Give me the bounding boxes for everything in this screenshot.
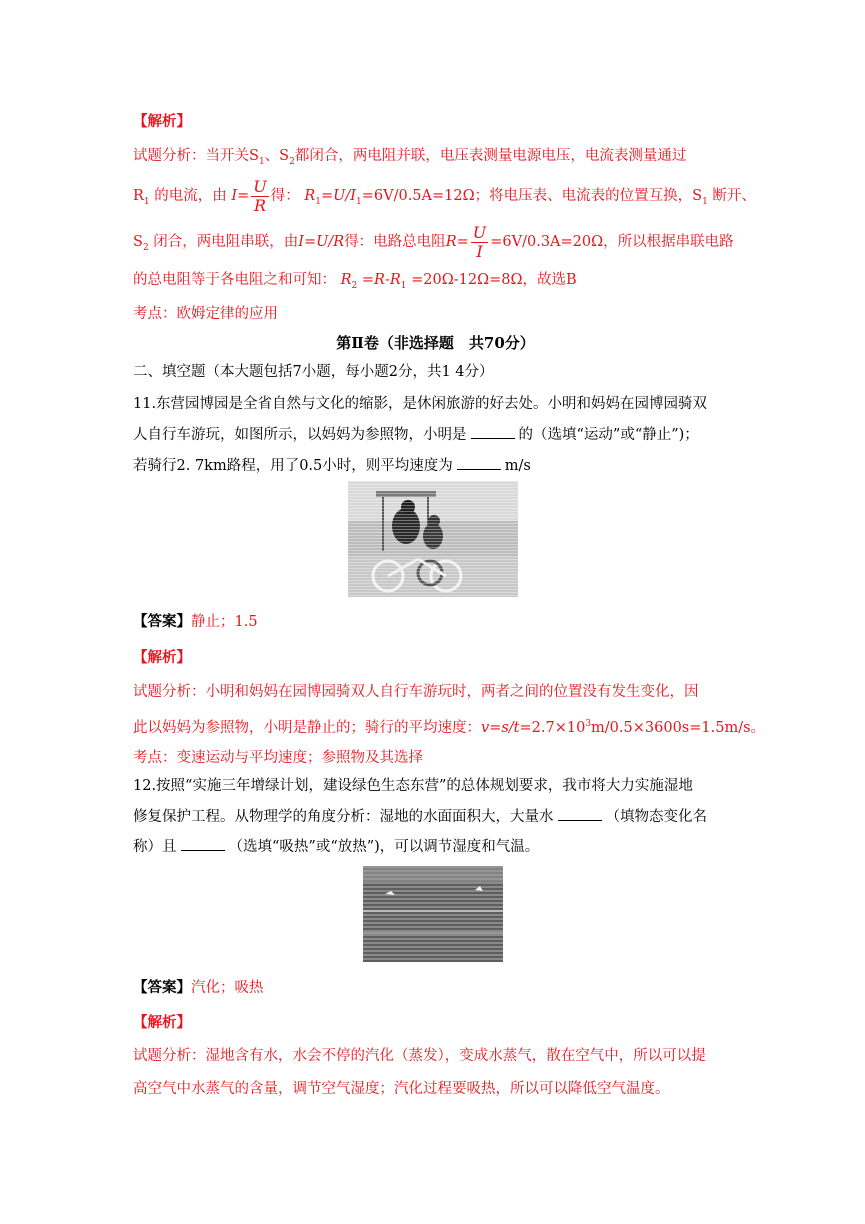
text: 的电流，由 — [154, 188, 227, 204]
answer-label: 【答案】 — [133, 613, 191, 630]
question-11-line — [133, 424, 699, 445]
text: S — [133, 234, 143, 250]
formula: I= — [231, 188, 250, 204]
section-heading: 二、填空题（本大题包括7小题，每小题2分，共1 4分） — [133, 364, 494, 380]
question-12-line — [133, 806, 707, 827]
subscript: 1 — [315, 196, 322, 207]
text: =6V/0.3A=20Ω，所以根据串联电路 — [490, 234, 734, 250]
text: 人自行车游玩，如图所示，以妈妈为参照物，小明是 — [133, 427, 467, 443]
subscript: 2 — [289, 156, 295, 167]
text: 若骑行2. 7km路程，用了0.5小时，则平均速度为 — [133, 458, 453, 474]
question-12-line — [133, 836, 539, 857]
analysis-line — [133, 176, 756, 222]
subscript: 1 — [356, 196, 362, 207]
text: 闭合，两电阻串联，由 — [153, 234, 299, 250]
denominator: I — [476, 241, 483, 261]
formula: R= — [445, 234, 469, 250]
text: 称）且 — [133, 839, 177, 855]
analysis-line — [133, 222, 734, 268]
formula: =R-R — [361, 272, 401, 288]
text: 此以妈妈为参照物，小明是静止的；骑行的平均速度： — [133, 719, 481, 736]
answer-blank — [457, 455, 501, 470]
subscript: 2 — [142, 242, 149, 253]
text: =20Ω-12Ω=8Ω，故选B — [411, 272, 577, 288]
question-12-line: 12.按照“实施三年增绿计划，建设绿色生态东营”的总体规划要求，我市将大力实施湿地 — [133, 778, 693, 794]
text: 的（选填“运动”或“静止”)； — [518, 427, 699, 443]
tandem-bicycle-photo — [348, 481, 518, 597]
formula: R — [304, 188, 316, 204]
denominator: R — [253, 195, 267, 215]
text: 修复保护工程。从物理学的角度分析：湿地的水面面积大，大量水 — [133, 809, 554, 825]
subscript: 1 — [702, 196, 708, 207]
analysis-line — [133, 270, 577, 296]
formula: =U/I — [321, 188, 356, 204]
question-11-line: 11.东营园博园是全省自然与文化的缩影，是休闲旅游的好去处。小明和妈妈在园博园骑双 — [133, 396, 708, 412]
numerator: U — [253, 176, 267, 196]
answer-blank — [471, 424, 515, 439]
fraction — [251, 178, 268, 215]
text: 得：电路总电阻 — [344, 234, 446, 250]
text: m/0.5×3600s=1.5m/s。 — [591, 719, 766, 736]
text: =6V/0.5A=12Ω；将电压表、电流表的位置互换，S — [361, 188, 703, 204]
subscript: 2 — [351, 280, 358, 291]
text: 都闭合，两电阻并联，电压表测量电源电压，电流表测量通过 — [294, 148, 687, 164]
formula: I=U/R — [298, 234, 345, 250]
bicycle-illustration — [348, 481, 518, 597]
analysis-heading: 【解析】 — [133, 1014, 191, 1031]
analysis-line: 试题分析：湿地含有水，水会不停的汽化（蒸发），变成水蒸气，散在空气中，所以可以提 — [133, 1048, 706, 1064]
analysis-line — [133, 146, 686, 172]
answer-text: 汽化；吸热 — [191, 980, 264, 996]
answer-blank — [181, 836, 225, 851]
analysis-line — [133, 714, 765, 738]
text: 、S — [264, 148, 290, 164]
analysis-heading: 【解析】 — [133, 113, 191, 130]
question-11-line — [133, 455, 531, 476]
text: 得： — [270, 188, 300, 204]
answer-line — [133, 978, 264, 998]
analysis-line: 高空气中水蒸气的含量，调节空气湿度；汽化过程要吸热，所以可以降低空气温度。 — [133, 1081, 670, 1097]
answer-label: 【答案】 — [133, 979, 191, 996]
answer-text: 静止；1.5 — [191, 614, 258, 630]
text: 的总电阻等于各电阻之和可知： — [133, 272, 336, 288]
text: 试题分析：当开关S — [133, 148, 259, 164]
analysis-heading: 【解析】 — [133, 649, 191, 666]
formula: v=s/t — [481, 719, 520, 736]
subscript: 1 — [400, 280, 407, 291]
subscript: 1 — [143, 196, 150, 207]
formula: R — [340, 272, 352, 288]
superscript: 3 — [585, 719, 592, 729]
wetland-photo — [363, 866, 503, 962]
subscript: 1 — [258, 156, 265, 167]
text: =2.7×10 — [519, 719, 586, 736]
wetland-illustration — [363, 866, 503, 962]
fraction — [471, 224, 488, 261]
volume-title: 第Ⅱ卷（非选择题 共70分） — [336, 334, 535, 352]
answer-line — [133, 612, 258, 632]
numerator: U — [472, 222, 487, 242]
text: R — [133, 188, 144, 204]
analysis-line: 试题分析：小明和妈妈在园博园骑双人自行车游玩时，两者之间的位置没有发生变化，因 — [133, 684, 699, 700]
text: 断开、 — [712, 188, 756, 204]
knowledge-point: 考点：欧姆定律的应用 — [133, 306, 278, 322]
answer-blank — [558, 806, 602, 821]
text: （填物态变化名 — [605, 809, 707, 825]
text: m/s — [504, 458, 531, 474]
text: （选填“吸热”或“放热”)，可以调节湿度和气温。 — [228, 839, 540, 855]
knowledge-point: 考点：变速运动与平均速度；参照物及其选择 — [133, 750, 423, 766]
